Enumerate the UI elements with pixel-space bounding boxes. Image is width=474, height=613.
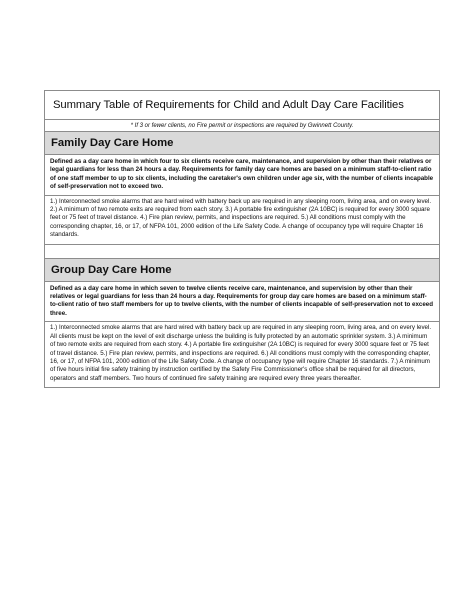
family-day-care-requirements: 1.) Interconnected smoke alarms that are hard wired with battery back up are required in any sleeping room, living area, and on every level. 2.) A minimum of two remote exits are required from each story. 3.) A portable fire extinguisher (2A 10BC) is required for every 3000 square feet or 75 feet of travel distance. 4.) Fire plan review, permits, and inspections are required. 5.) All conditions must comply with the corresponding chapter, 16, or 17, of NFPA 101, 2000 edition of the Life Safety Code. A change of occupancy type will require Chapter 16 standards. (45, 196, 439, 245)
family-day-care-definition: Defined as a day care home in which four to six clients receive care, maintenance, and supervision by other than their relatives or legal guardians for less than 24 hours a day. Requirements for family day care homes are based on a minimum staff-to-client ratio of one staff member to up to six clients, including the caretaker's own children under age six, with the number of clients incapable of self-preservation not to exceed two. (45, 155, 439, 196)
section-spacer (45, 245, 439, 259)
family-day-care-heading: Family Day Care Home (45, 132, 439, 155)
document-title: Summary Table of Requirements for Child and Adult Day Care Facilities (45, 91, 439, 120)
group-day-care-definition: Defined as a day care home in which seven to twelve clients receive care, maintenance, and supervision by other than their relatives or legal guardians for less than 24 hours a day. Requirements for group day care homes are based on a minimum staff-to-client ratio of two staff members for up to twelve clients, with the number of clients incapable of self-preservation not to exceed three. (45, 282, 439, 323)
requirements-table (44, 90, 440, 388)
group-day-care-requirements: 1.) Interconnected smoke alarms that are hard wired with battery back up are required in any sleeping room, living area, and on every level. All clients must be kept on the level of exit discharge unless the building is fully protected by an automatic sprinkler system. 3.) A minimum of two remote exits are required from each story. 4.) A portable fire extinguisher (2A 10BC) is required for every 3000 square feet or 75 feet of travel distance. 5.) Fire plan review, permits, and inspections are required. 6.) All conditions must comply with the corresponding chapter, 16, or 17, of NFPA 101, 2000 edition of the Life Safety Code. A change of occupancy type will require Chapter 16 standards. 7.) A minimum of five hours initial fire safety training by instruction certified by the Safety Fire Commissioner's office shall be required for all directors, operators and staff members. Two hours of continued fire safety training are required every three years thereafter. (50, 324, 432, 382)
county-note: * If 3 or fewer clients, no Fire permit or inspections are required by Gwinnett County. (45, 120, 439, 132)
group-day-care-heading: Group Day Care Home (45, 259, 439, 282)
